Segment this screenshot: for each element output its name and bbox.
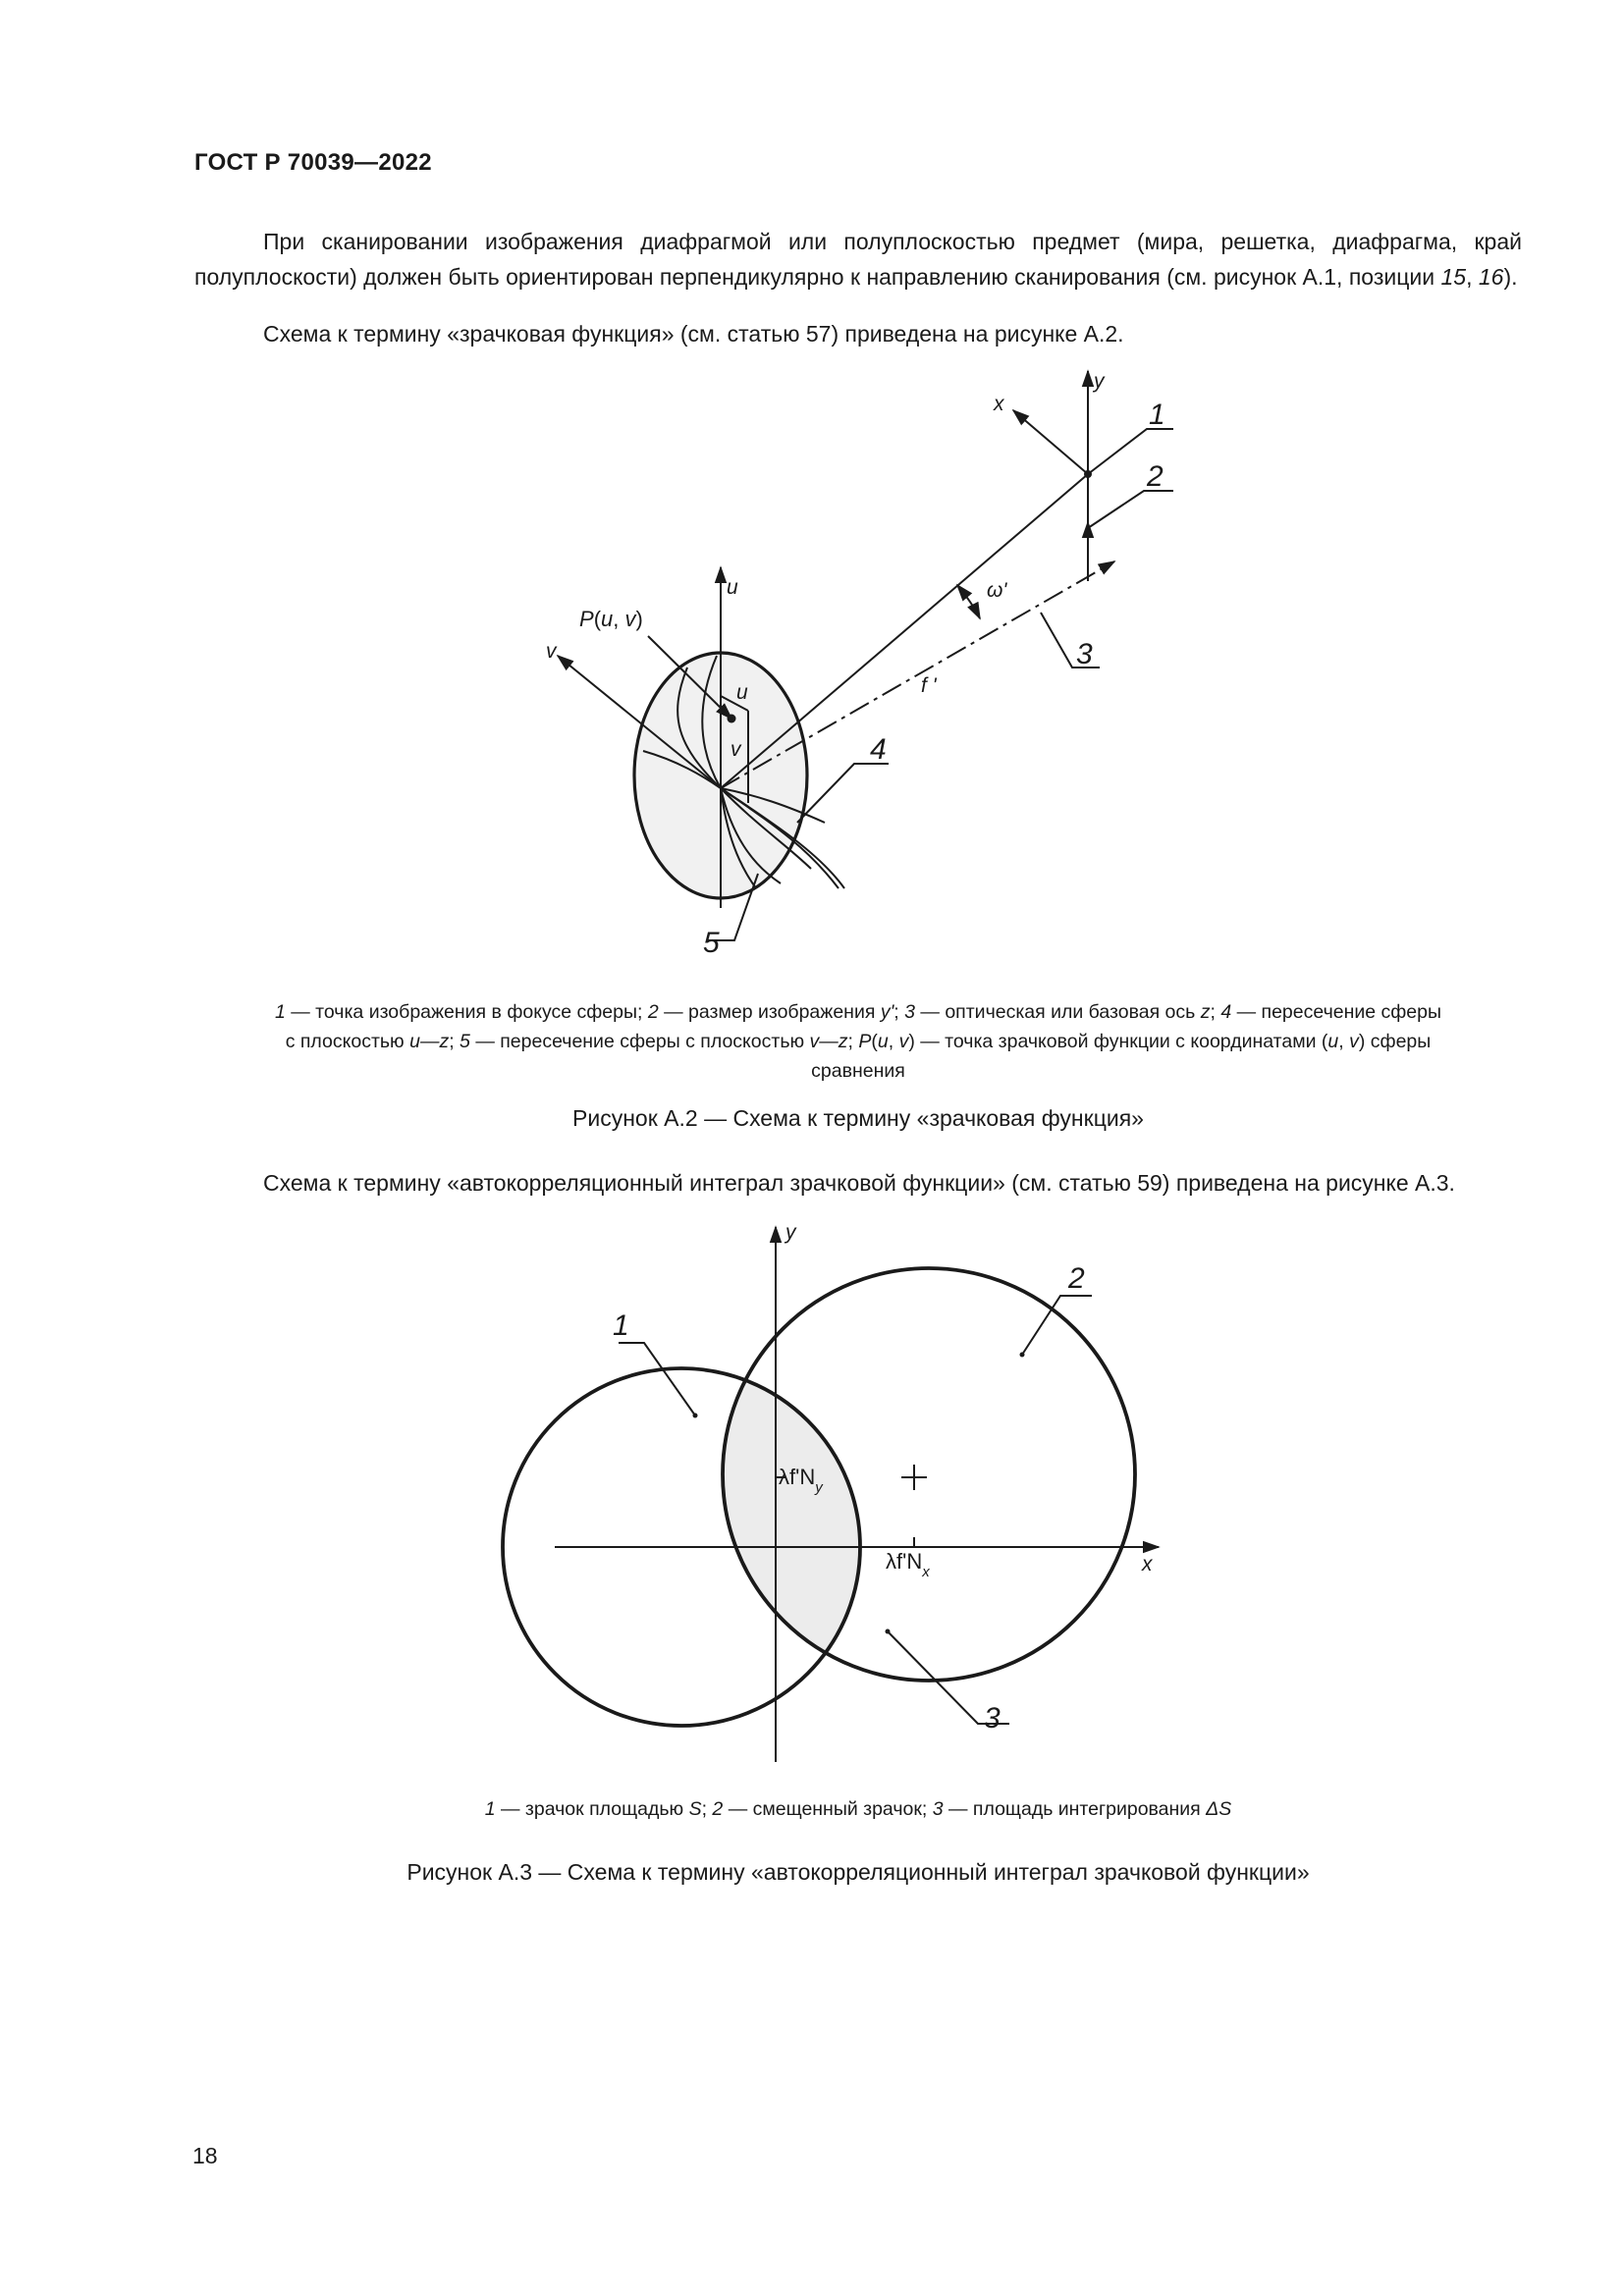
legend-var: v (1349, 1031, 1359, 1052)
label-y-a2: y (1094, 370, 1105, 393)
legend-text: — смещенный зрачок; (723, 1798, 933, 1820)
label-y-a3: y (785, 1221, 796, 1244)
separator: , (1466, 264, 1479, 290)
label-num-1-a2: 1 (1149, 399, 1165, 431)
paragraph-text: При сканировании изображения диафрагмой или полуплоскостью предмет (мира, решетка, диафрагма, край полуплоскости) должен быть ориентирован перпендикулярно к направлению сканирования (см. рисунок А.1, позиции (194, 229, 1522, 290)
dot-1-a3 (693, 1414, 698, 1418)
legend-text: — зрачок площадью (495, 1798, 689, 1820)
label-num-5-a2: 5 (703, 927, 720, 959)
legend-sep: ; (701, 1798, 713, 1820)
label-v-axis: v (546, 640, 557, 663)
label-num-4-a2: 4 (870, 733, 887, 766)
dot-2-a3 (1020, 1353, 1025, 1358)
legend-num: 3 (932, 1798, 944, 1820)
label-x-a2: x (994, 393, 1004, 415)
figure-a3-legend (194, 1794, 1522, 1824)
legend-text: — площадь интегрирования (943, 1798, 1207, 1820)
label-num-3-a2: 3 (1076, 638, 1093, 670)
legend-num: 3 (904, 1001, 915, 1023)
legend-line-3: сравнения (811, 1060, 905, 1082)
dot-3-a3 (886, 1629, 891, 1634)
legend-var: P (858, 1031, 872, 1052)
label-num-2-a3: 2 (1068, 1262, 1085, 1295)
label-num-1-a3: 1 (613, 1309, 629, 1342)
page-number: 18 (192, 2143, 218, 2168)
label-p: P(u, v) (579, 607, 643, 631)
legend-text: ) — точка зрачковой функции с координатами ( (908, 1031, 1328, 1052)
legend-num: 1 (274, 1001, 286, 1023)
legend-text: с плоскостью (285, 1031, 410, 1052)
legend-sep: ; (893, 1001, 905, 1023)
legend-var: z (1200, 1001, 1211, 1023)
legend-text: ( (871, 1031, 878, 1052)
label-num-2-a2: 2 (1147, 460, 1164, 493)
legend-sep: ; (449, 1031, 460, 1052)
legend-sep: , (888, 1031, 899, 1052)
legend-text: — размер изображения (658, 1001, 881, 1023)
legend-var: u (1327, 1031, 1339, 1052)
legend-var: v—z (809, 1031, 848, 1052)
paragraph-autocorrelation: Схема к термину «автокорреляционный интеграл зрачковой функции» (см. статью 59) приведена на рисунке А.3. (263, 1170, 1455, 1196)
legend-var: u (877, 1031, 889, 1052)
position-ref-16: 16 (1478, 264, 1504, 290)
label-u-axis: u (727, 576, 738, 599)
label-x-a3: x (1142, 1553, 1153, 1575)
label-omega: ω' (987, 579, 1007, 602)
leader-1-a3 (619, 1343, 695, 1415)
position-ref-15: 15 (1440, 264, 1467, 290)
legend-sep: , (1338, 1031, 1350, 1052)
legend-var: y' (880, 1001, 894, 1023)
label-v-small: v (731, 738, 741, 761)
legend-num: 4 (1220, 1001, 1232, 1023)
legend-var: S (688, 1798, 702, 1820)
label-num-3-a3: 3 (984, 1702, 1001, 1735)
legend-num: 5 (460, 1031, 470, 1052)
legend-sep: ; (1210, 1001, 1221, 1023)
label-lambda-y: $\lambda f'N_y$ (779, 1465, 823, 1496)
label-u-small: u (736, 681, 748, 704)
document-header: ГОСТ Р 70039—2022 (194, 149, 432, 176)
label-f: f ' (921, 674, 937, 697)
figure-a3-title: Рисунок А.3 — Схема к термину «автокорреляционный интеграл зрачковой функции» (406, 1859, 1310, 1885)
figure-a2-title: Рисунок А.2 — Схема к термину «зрачковая функция» (572, 1105, 1144, 1131)
legend-text: — точка изображения в фокусе сферы; (285, 1001, 648, 1023)
legend-num: 2 (712, 1798, 724, 1820)
legend-text: — пересечение сферы с плоскостью (469, 1031, 810, 1052)
paragraph-pupil-function: Схема к термину «зрачковая функция» (см. статью 57) приведена на рисунке А.2. (263, 321, 1124, 347)
legend-text: ) сферы (1358, 1031, 1432, 1052)
paragraph-end: ). (1503, 264, 1518, 290)
legend-var: u—z (409, 1031, 450, 1052)
legend-text: — оптическая или базовая ось (915, 1001, 1201, 1023)
legend-sep: ; (847, 1031, 859, 1052)
leader-2-a3 (1022, 1296, 1092, 1355)
legend-num: 1 (484, 1798, 496, 1820)
legend-var: ΔS (1206, 1798, 1232, 1820)
legend-var: v (898, 1031, 909, 1052)
label-lambda-x: $\lambda f'N_x$ (886, 1549, 930, 1580)
legend-text: — пересечение сферы (1231, 1001, 1441, 1023)
legend-num: 2 (647, 1001, 659, 1023)
